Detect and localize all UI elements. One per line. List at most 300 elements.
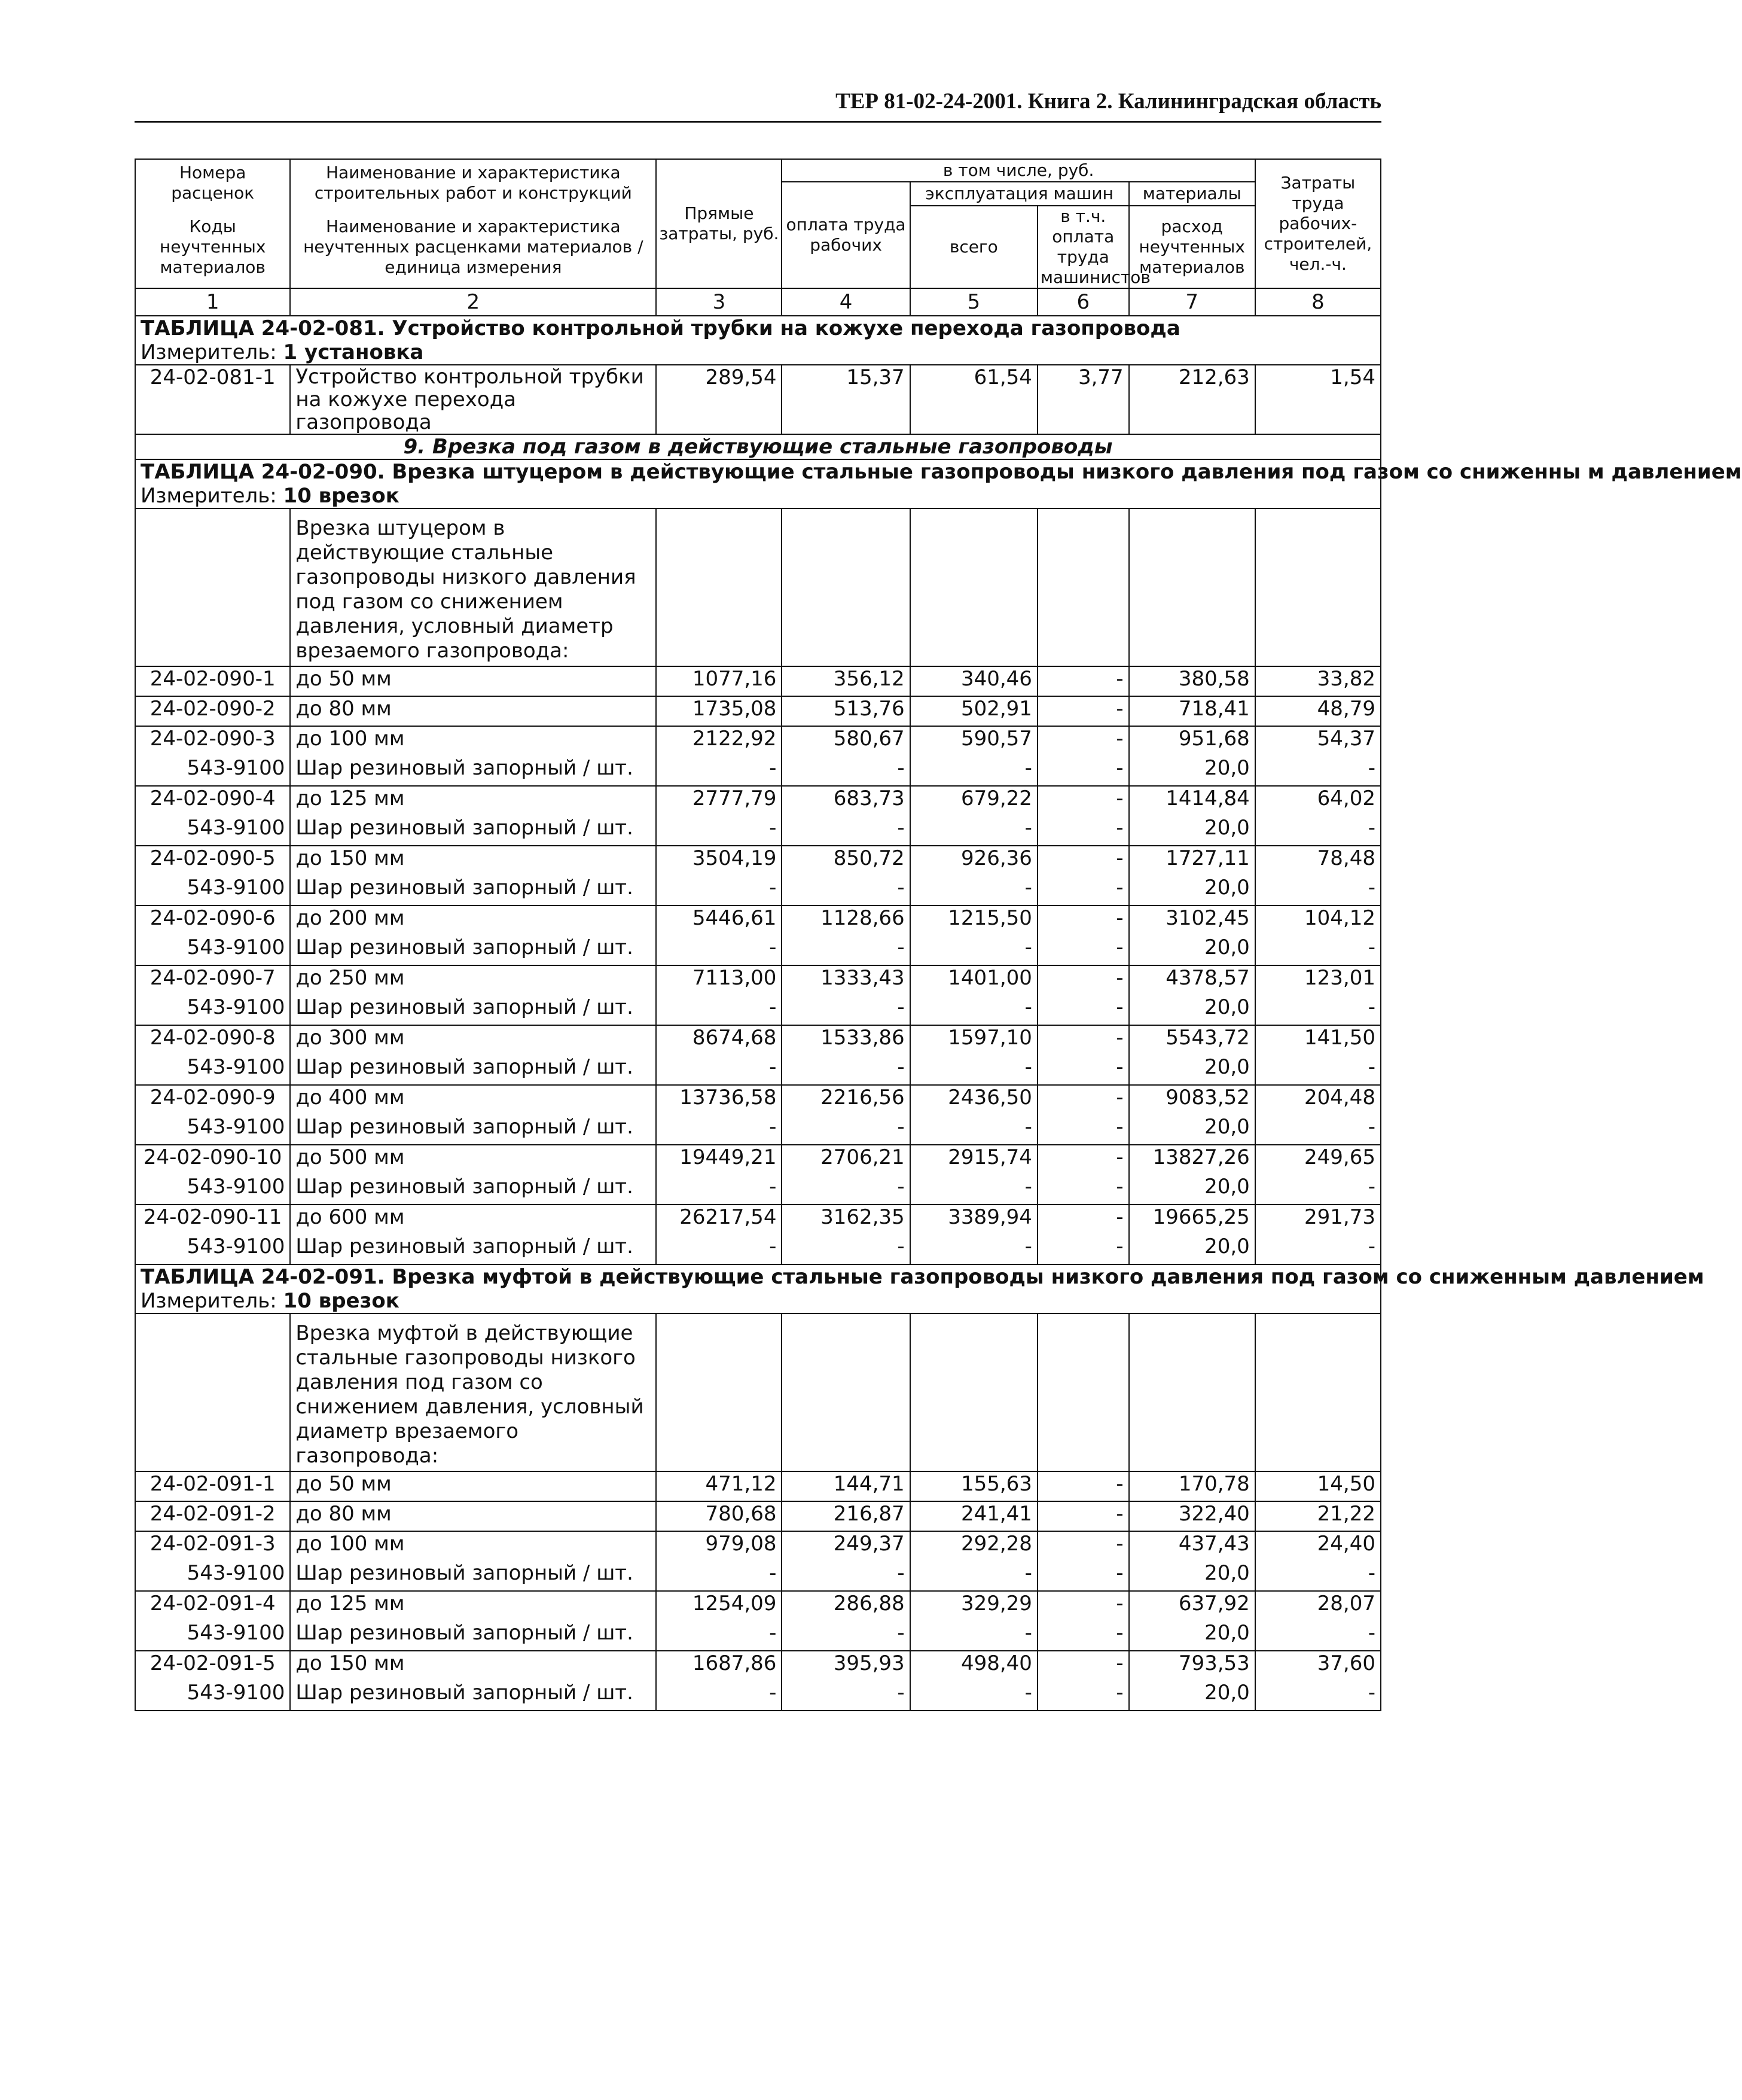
operator-wages-value: - [1038, 1501, 1129, 1531]
rate-code: 24-02-090-10 [135, 1145, 290, 1175]
machines-total-value: - [910, 756, 1038, 786]
material-usage-value: 20,0 [1129, 1055, 1255, 1085]
empty-value-cell [1255, 1313, 1381, 1471]
labor-hours-value: 14,50 [1255, 1471, 1381, 1501]
operator-wages-value: - [1038, 696, 1129, 726]
operator-wages-value: - [1038, 1235, 1129, 1264]
material-row [135, 1621, 1381, 1651]
labor-hours-value: - [1255, 995, 1381, 1025]
direct-costs-value: 2122,92 [656, 726, 782, 756]
table-section-title: ТАБЛИЦА 24-02-091. Врезка муфтой в действующие стальные газопроводы низкого давления под газом со сниженным давлением [135, 1264, 1381, 1289]
material-row [135, 1115, 1381, 1145]
material-usage-value: 13827,26 [1129, 1145, 1255, 1175]
material-name: Шар резиновый запорный / шт. [290, 1235, 656, 1264]
operator-wages-value: - [1038, 1055, 1129, 1085]
machines-total-value: - [910, 1561, 1038, 1591]
labor-hours-value: - [1255, 1621, 1381, 1651]
material-usage-value: 793,53 [1129, 1651, 1255, 1681]
operator-wages-value: - [1038, 846, 1129, 876]
material-usage-value: 5543,72 [1129, 1025, 1255, 1055]
empty-value-cell [1255, 508, 1381, 666]
direct-costs-value: - [656, 876, 782, 906]
col-head-name: Наименование и характеристика строительных работ и конструкций [290, 159, 656, 206]
rate-code: 24-02-090-3 [135, 726, 290, 756]
col-number: 6 [1038, 288, 1129, 316]
labor-hours-value: - [1255, 1681, 1381, 1711]
material-usage-value: 20,0 [1129, 1175, 1255, 1205]
meter-label: Измеритель: [141, 484, 277, 508]
operator-wages-value: - [1038, 1591, 1129, 1621]
worker-wages-value: 2706,21 [782, 1145, 910, 1175]
material-row [135, 756, 1381, 786]
material-usage-value: 380,58 [1129, 666, 1255, 696]
rate-code: 24-02-090-8 [135, 1025, 290, 1055]
material-code: 543-9100 [135, 1681, 290, 1711]
empty-value-cell [656, 508, 782, 666]
rate-row [135, 1145, 1381, 1175]
rate-row [135, 1205, 1381, 1235]
worker-wages-value: - [782, 1561, 910, 1591]
work-description: Врезка муфтой в действующие стальные газопроводы низкого давления под газом со снижением давления, условный диаметр врезаемого газопровода: [290, 1313, 656, 1471]
material-code: 543-9100 [135, 995, 290, 1025]
material-usage-value: 9083,52 [1129, 1085, 1255, 1115]
material-row [135, 1235, 1381, 1264]
labor-hours-value: 249,65 [1255, 1145, 1381, 1175]
labor-hours-value: 104,12 [1255, 906, 1381, 935]
worker-wages-value: - [782, 816, 910, 846]
rate-name: до 80 мм [290, 1501, 656, 1531]
worker-wages-value: - [782, 1621, 910, 1651]
labor-hours-value: 64,02 [1255, 786, 1381, 816]
material-name: Шар резиновый запорный / шт. [290, 816, 656, 846]
col-head-machines-total: всего [910, 206, 1038, 288]
rate-row [135, 1501, 1381, 1531]
rate-code: 24-02-090-7 [135, 965, 290, 995]
direct-costs-value: 26217,54 [656, 1205, 782, 1235]
empty-value-cell [1129, 508, 1255, 666]
machines-total-value: 2436,50 [910, 1085, 1038, 1115]
direct-costs-value: - [656, 1561, 782, 1591]
empty-value-cell [656, 1313, 782, 1471]
rate-code: 24-02-090-6 [135, 906, 290, 935]
rate-row [135, 1471, 1381, 1501]
operator-wages-value: - [1038, 1621, 1129, 1651]
material-usage-value: 3102,45 [1129, 906, 1255, 935]
material-usage-value: 20,0 [1129, 1235, 1255, 1264]
col-head-wages: оплата труда рабочих [782, 182, 910, 288]
machines-total-value: - [910, 1681, 1038, 1711]
direct-costs-value: - [656, 995, 782, 1025]
table-meter [135, 1289, 1381, 1313]
rate-code: 24-02-091-4 [135, 1591, 290, 1621]
labor-hours-value: - [1255, 1115, 1381, 1145]
part-heading: 9. Врезка под газом в действующие стальные газопроводы [135, 434, 1381, 459]
material-code: 543-9100 [135, 935, 290, 965]
material-row [135, 1175, 1381, 1205]
rate-name: до 125 мм [290, 786, 656, 816]
rate-code: 24-02-090-5 [135, 846, 290, 876]
labor-hours-value: - [1255, 935, 1381, 965]
labor-hours-value: - [1255, 1055, 1381, 1085]
rate-row [135, 666, 1381, 696]
col-number: 1 [135, 288, 290, 316]
direct-costs-value: - [656, 816, 782, 846]
material-usage-value: 951,68 [1129, 726, 1255, 756]
machines-total-value: 498,40 [910, 1651, 1038, 1681]
document-header [135, 84, 1381, 123]
table-section-title: ТАБЛИЦА 24-02-081. Устройство контрольной трубки на кожухе перехода газопровода [135, 316, 1381, 340]
worker-wages-value: 249,37 [782, 1531, 910, 1561]
machines-total-value: - [910, 1055, 1038, 1085]
rate-code: 24-02-091-1 [135, 1471, 290, 1501]
rate-row [135, 1591, 1381, 1621]
operator-wages-value: - [1038, 1651, 1129, 1681]
labor-hours-value: 291,73 [1255, 1205, 1381, 1235]
material-usage-value: 4378,57 [1129, 965, 1255, 995]
material-usage-value: 20,0 [1129, 1561, 1255, 1591]
material-code: 543-9100 [135, 1235, 290, 1264]
operator-wages-value: - [1038, 1531, 1129, 1561]
labor-hours-value: 78,48 [1255, 846, 1381, 876]
col-number: 3 [656, 288, 782, 316]
worker-wages-value: 286,88 [782, 1591, 910, 1621]
col-number: 4 [782, 288, 910, 316]
description-row [135, 1313, 1381, 1471]
worker-wages-value: 1333,43 [782, 965, 910, 995]
machines-total-value: - [910, 816, 1038, 846]
labor-hours-value: 204,48 [1255, 1085, 1381, 1115]
direct-costs-value: 7113,00 [656, 965, 782, 995]
material-usage-value: 212,63 [1129, 365, 1255, 434]
material-row [135, 1561, 1381, 1591]
material-row [135, 1681, 1381, 1711]
document-title: ТЕР 81-02-24-2001. Книга 2. Калининградская область [835, 89, 1381, 114]
material-usage-value: 20,0 [1129, 1681, 1255, 1711]
worker-wages-value: 513,76 [782, 696, 910, 726]
rate-row [135, 846, 1381, 876]
rate-name: до 50 мм [290, 666, 656, 696]
operator-wages-value: - [1038, 1145, 1129, 1175]
machines-total-value: 155,63 [910, 1471, 1038, 1501]
material-usage-value: 20,0 [1129, 1115, 1255, 1145]
material-usage-value: 637,92 [1129, 1591, 1255, 1621]
machines-total-value: - [910, 995, 1038, 1025]
worker-wages-value: - [782, 995, 910, 1025]
material-code: 543-9100 [135, 1055, 290, 1085]
material-code: 543-9100 [135, 756, 290, 786]
direct-costs-value: 19449,21 [656, 1145, 782, 1175]
operator-wages-value: - [1038, 1115, 1129, 1145]
col-number: 7 [1129, 288, 1255, 316]
col-head-material-codes: Коды неучтенных материалов [135, 206, 290, 288]
material-usage-value: 718,41 [1129, 696, 1255, 726]
material-row [135, 876, 1381, 906]
material-usage-value: 1727,11 [1129, 846, 1255, 876]
operator-wages-value: - [1038, 1205, 1129, 1235]
worker-wages-value: 1128,66 [782, 906, 910, 935]
material-row [135, 935, 1381, 965]
labor-hours-value: 28,07 [1255, 1591, 1381, 1621]
material-usage-value: 322,40 [1129, 1501, 1255, 1531]
material-name: Шар резиновый запорный / шт. [290, 1115, 656, 1145]
material-usage-value: 20,0 [1129, 1621, 1255, 1651]
material-usage-value: 20,0 [1129, 935, 1255, 965]
material-name: Шар резиновый запорный / шт. [290, 876, 656, 906]
operator-wages-value: - [1038, 1471, 1129, 1501]
operator-wages-value: - [1038, 726, 1129, 756]
col-head-including: в том числе, руб. [782, 159, 1255, 182]
rate-row [135, 1085, 1381, 1115]
operator-wages-value: - [1038, 1175, 1129, 1205]
material-usage-value: 20,0 [1129, 995, 1255, 1025]
col-number: 2 [290, 288, 656, 316]
worker-wages-value: 216,87 [782, 1501, 910, 1531]
material-code: 543-9100 [135, 1621, 290, 1651]
meter-value: 1 установка [283, 340, 424, 364]
operator-wages-value: - [1038, 935, 1129, 965]
rate-row [135, 906, 1381, 935]
direct-costs-value: 1735,08 [656, 696, 782, 726]
direct-costs-value: 1077,16 [656, 666, 782, 696]
operator-wages-value: - [1038, 965, 1129, 995]
machines-total-value: - [910, 935, 1038, 965]
direct-costs-value: - [656, 935, 782, 965]
direct-costs-value: 780,68 [656, 1501, 782, 1531]
rate-name: до 150 мм [290, 846, 656, 876]
rate-name: до 500 мм [290, 1145, 656, 1175]
col-head-labor: Затраты труда рабочих-строителей, чел.-ч. [1255, 159, 1381, 288]
rate-row [135, 965, 1381, 995]
operator-wages-value: - [1038, 906, 1129, 935]
operator-wages-value: - [1038, 756, 1129, 786]
labor-hours-value: 123,01 [1255, 965, 1381, 995]
worker-wages-value: 395,93 [782, 1651, 910, 1681]
rate-name: до 300 мм [290, 1025, 656, 1055]
material-name: Шар резиновый запорный / шт. [290, 1175, 656, 1205]
material-usage-value: 19665,25 [1129, 1205, 1255, 1235]
operator-wages-value: - [1038, 995, 1129, 1025]
material-code: 543-9100 [135, 816, 290, 846]
worker-wages-value: - [782, 1055, 910, 1085]
labor-hours-value: 33,82 [1255, 666, 1381, 696]
rate-row [135, 1531, 1381, 1561]
col-head-machines: эксплуатация машин [910, 182, 1129, 206]
table-header [135, 159, 1381, 316]
material-usage-value: 20,0 [1129, 816, 1255, 846]
rate-code: 24-02-091-3 [135, 1531, 290, 1561]
machines-total-value: - [910, 876, 1038, 906]
empty-value-cell [910, 1313, 1038, 1471]
col-head-operator-wages: в т.ч. оплата труда машинистов [1038, 206, 1129, 288]
rate-name: до 100 мм [290, 726, 656, 756]
direct-costs-value: - [656, 1621, 782, 1651]
material-usage-value: 1414,84 [1129, 786, 1255, 816]
empty-value-cell [782, 1313, 910, 1471]
direct-costs-value: 2777,79 [656, 786, 782, 816]
worker-wages-value: 2216,56 [782, 1085, 910, 1115]
worker-wages-value: 3162,35 [782, 1205, 910, 1235]
price-table [135, 159, 1742, 1711]
operator-wages-value: - [1038, 1025, 1129, 1055]
machines-total-value: 926,36 [910, 846, 1038, 876]
labor-hours-value: - [1255, 876, 1381, 906]
rate-name: до 80 мм [290, 696, 656, 726]
rate-row [135, 786, 1381, 816]
labor-hours-value: 24,40 [1255, 1531, 1381, 1561]
rate-row [135, 726, 1381, 756]
labor-hours-value: - [1255, 1235, 1381, 1264]
col-number: 5 [910, 288, 1038, 316]
material-name: Шар резиновый запорный / шт. [290, 1681, 656, 1711]
material-usage-value: 20,0 [1129, 756, 1255, 786]
material-usage-value: 170,78 [1129, 1471, 1255, 1501]
worker-wages-value: 1533,86 [782, 1025, 910, 1055]
direct-costs-value: 289,54 [656, 365, 782, 434]
machines-total-value: 340,46 [910, 666, 1038, 696]
direct-costs-value: 1254,09 [656, 1591, 782, 1621]
operator-wages-value: - [1038, 1561, 1129, 1591]
rate-code: 24-02-090-4 [135, 786, 290, 816]
direct-costs-value: 13736,58 [656, 1085, 782, 1115]
empty-value-cell [910, 508, 1038, 666]
machines-total-value: 502,91 [910, 696, 1038, 726]
labor-hours-value: 21,22 [1255, 1501, 1381, 1531]
table-body [135, 316, 1742, 1711]
rate-name: Устройство контрольной трубки на кожухе перехода газопровода [290, 365, 656, 434]
material-usage-value: 437,43 [1129, 1531, 1255, 1561]
col-head-direct-costs: Прямые затраты, руб. [656, 159, 782, 288]
machines-total-value: - [910, 1175, 1038, 1205]
rate-name: до 50 мм [290, 1471, 656, 1501]
worker-wages-value: 683,73 [782, 786, 910, 816]
col-number: 8 [1255, 288, 1381, 316]
labor-hours-value: 37,60 [1255, 1651, 1381, 1681]
material-row [135, 995, 1381, 1025]
direct-costs-value: 1687,86 [656, 1651, 782, 1681]
worker-wages-value: - [782, 1115, 910, 1145]
direct-costs-value: - [656, 756, 782, 786]
rate-code: 24-02-091-2 [135, 1501, 290, 1531]
description-row [135, 508, 1381, 666]
operator-wages-value: - [1038, 786, 1129, 816]
rate-code: 24-02-081-1 [135, 365, 290, 434]
material-code: 543-9100 [135, 876, 290, 906]
labor-hours-value: - [1255, 756, 1381, 786]
meter-value: 10 врезок [283, 484, 399, 508]
worker-wages-value: - [782, 935, 910, 965]
meter-value: 10 врезок [283, 1289, 399, 1313]
worker-wages-value: - [782, 1235, 910, 1264]
machines-total-value: 329,29 [910, 1591, 1038, 1621]
col-head-material-names: Наименование и характеристика неучтенных расценками материалов / единица измерения [290, 206, 656, 288]
machines-total-value: 679,22 [910, 786, 1038, 816]
material-code: 543-9100 [135, 1175, 290, 1205]
rate-code: 24-02-090-11 [135, 1205, 290, 1235]
operator-wages-value: - [1038, 876, 1129, 906]
empty-code-cell [135, 508, 290, 666]
direct-costs-value: - [656, 1115, 782, 1145]
rate-name: до 250 мм [290, 965, 656, 995]
rate-row [135, 1025, 1381, 1055]
table-meter [135, 484, 1381, 508]
machines-total-value: 1215,50 [910, 906, 1038, 935]
rate-code: 24-02-090-2 [135, 696, 290, 726]
operator-wages-value: 3,77 [1038, 365, 1129, 434]
direct-costs-value: 979,08 [656, 1531, 782, 1561]
labor-hours-value: 54,37 [1255, 726, 1381, 756]
operator-wages-value: - [1038, 1681, 1129, 1711]
rate-row [135, 1651, 1381, 1681]
operator-wages-value: - [1038, 666, 1129, 696]
direct-costs-value: - [656, 1235, 782, 1264]
material-name: Шар резиновый запорный / шт. [290, 1055, 656, 1085]
operator-wages-value: - [1038, 1085, 1129, 1115]
rate-code: 24-02-090-1 [135, 666, 290, 696]
labor-hours-value: 1,54 [1255, 365, 1381, 434]
meter-label: Измеритель: [141, 1289, 277, 1313]
rate-name: до 125 мм [290, 1591, 656, 1621]
col-head-material-usage: расход неучтенных материалов [1129, 206, 1255, 288]
machines-total-value: - [910, 1115, 1038, 1145]
rate-code: 24-02-091-5 [135, 1651, 290, 1681]
material-row [135, 1055, 1381, 1085]
material-usage-value: 20,0 [1129, 876, 1255, 906]
operator-wages-value: - [1038, 816, 1129, 846]
worker-wages-value: - [782, 1175, 910, 1205]
rate-name: до 100 мм [290, 1531, 656, 1561]
labor-hours-value: - [1255, 1175, 1381, 1205]
worker-wages-value: - [782, 1681, 910, 1711]
worker-wages-value: - [782, 876, 910, 906]
machines-total-value: 3389,94 [910, 1205, 1038, 1235]
material-name: Шар резиновый запорный / шт. [290, 935, 656, 965]
empty-value-cell [1038, 508, 1129, 666]
empty-value-cell [1038, 1313, 1129, 1471]
material-name: Шар резиновый запорный / шт. [290, 1621, 656, 1651]
rate-code: 24-02-090-9 [135, 1085, 290, 1115]
machines-total-value: 1401,00 [910, 965, 1038, 995]
direct-costs-value: 8674,68 [656, 1025, 782, 1055]
labor-hours-value: 141,50 [1255, 1025, 1381, 1055]
col-head-materials: материалы [1129, 182, 1255, 206]
direct-costs-value: 471,12 [656, 1471, 782, 1501]
worker-wages-value: 356,12 [782, 666, 910, 696]
worker-wages-value: - [782, 756, 910, 786]
empty-value-cell [782, 508, 910, 666]
worker-wages-value: 15,37 [782, 365, 910, 434]
labor-hours-value: - [1255, 1561, 1381, 1591]
worker-wages-value: 850,72 [782, 846, 910, 876]
worker-wages-value: 580,67 [782, 726, 910, 756]
machines-total-value: 292,28 [910, 1531, 1038, 1561]
machines-total-value: - [910, 1235, 1038, 1264]
direct-costs-value: - [656, 1175, 782, 1205]
material-code: 543-9100 [135, 1561, 290, 1591]
direct-costs-value: - [656, 1055, 782, 1085]
rate-name: до 150 мм [290, 1651, 656, 1681]
rate-row [135, 696, 1381, 726]
table-meter [135, 340, 1381, 365]
material-name: Шар резиновый запорный / шт. [290, 995, 656, 1025]
rate-name: до 200 мм [290, 906, 656, 935]
meter-label: Измеритель: [141, 340, 277, 364]
machines-total-value: - [910, 1621, 1038, 1651]
machines-total-value: 61,54 [910, 365, 1038, 434]
material-name: Шар резиновый запорный / шт. [290, 1561, 656, 1591]
machines-total-value: 2915,74 [910, 1145, 1038, 1175]
empty-code-cell [135, 1313, 290, 1471]
rate-name: до 600 мм [290, 1205, 656, 1235]
